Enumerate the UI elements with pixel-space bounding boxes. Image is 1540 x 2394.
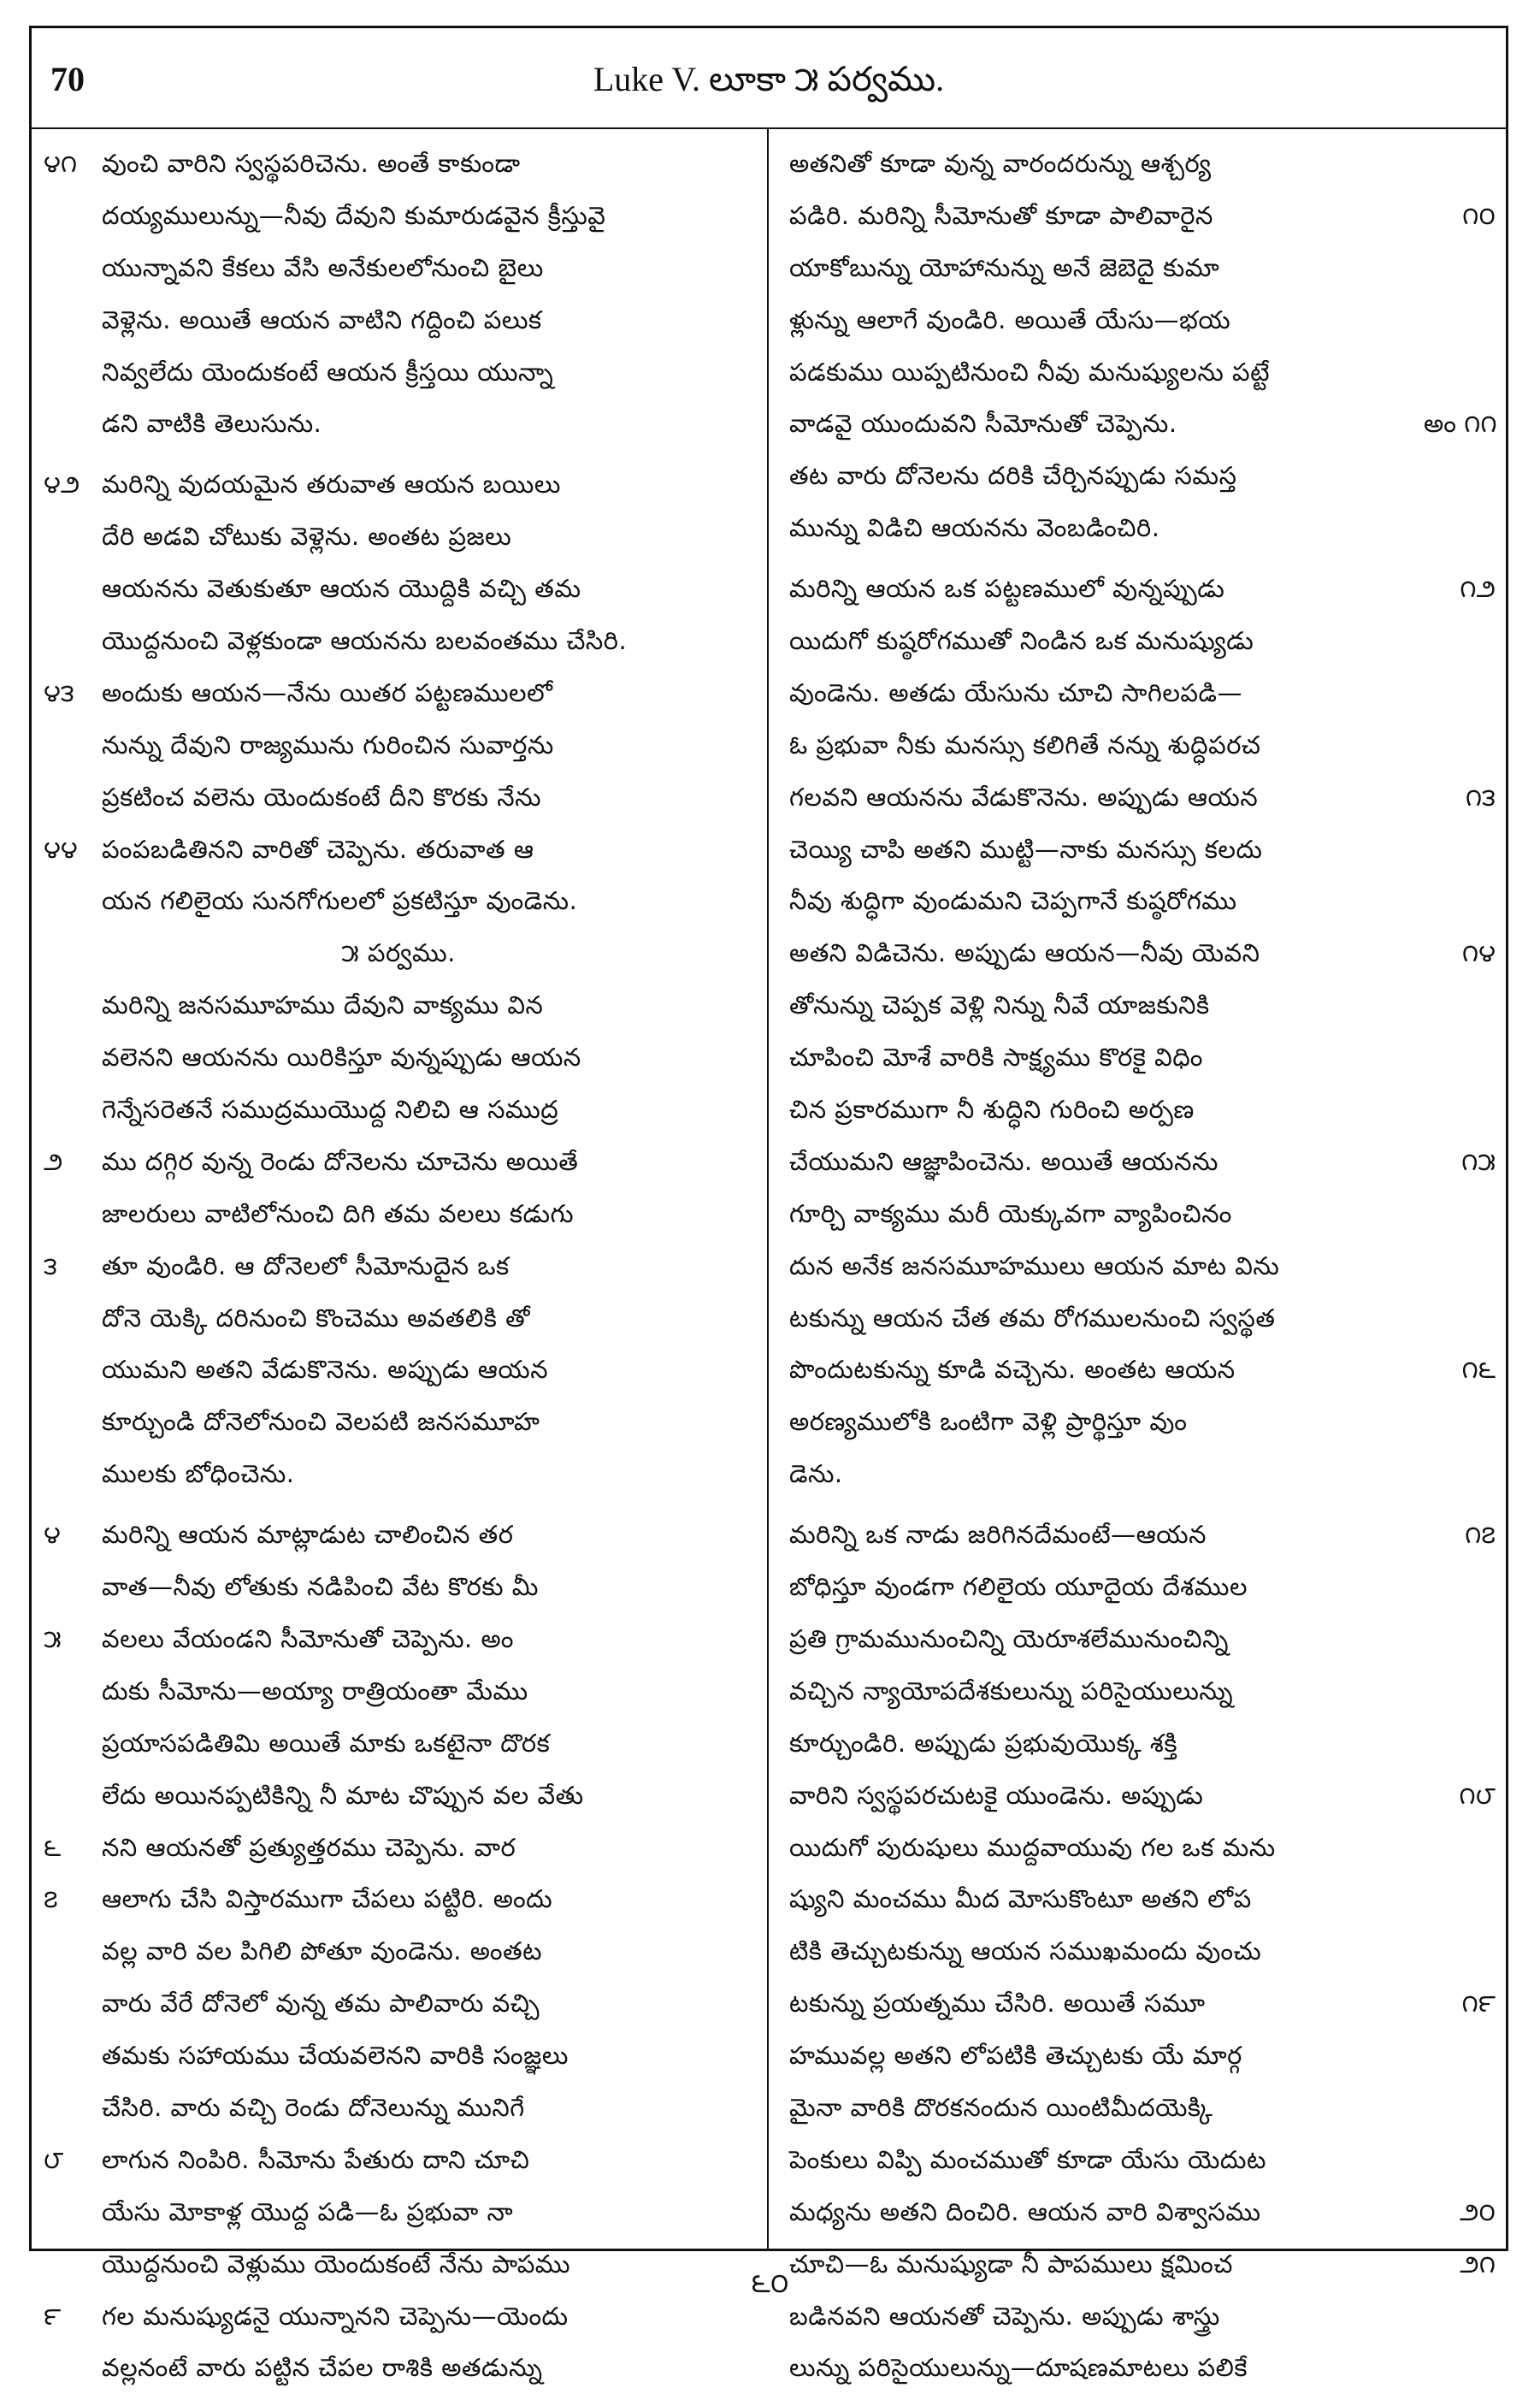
text-line [38, 1822, 758, 1874]
text-line [779, 2030, 1499, 2082]
line-text: వలలు వేయండని సీమోనుతో చెప్పెను. అం [102, 1623, 514, 1653]
line-text: పంపబడితినని వారితో చెప్పెను. తరువాత ఆ [102, 834, 534, 864]
text-line [38, 1188, 758, 1240]
line-text: మైనా వారికి దొరకనందున యింటిమీదయెక్కి [789, 2092, 1213, 2122]
line-text: యొద్దనుంచి వెళ్లకుండా ఆయనను బలవంతము చేసిరి. [102, 626, 628, 656]
text-line [779, 719, 1499, 771]
text-line [779, 1977, 1499, 2030]
page-number: 70 [50, 60, 85, 98]
line-text: డని వాటికి తెలుసును. [102, 409, 322, 439]
text-line [38, 1770, 758, 1822]
text-line [779, 771, 1499, 824]
line-text: ములకు బోధించెను. [102, 1459, 295, 1489]
line-text: ప్రకటించ వలెను యెందుకంటే దీని కొరకు నేను [102, 782, 541, 812]
text-line [779, 138, 1499, 190]
text-line [38, 2082, 758, 2134]
line-text: మరిన్ని ఆయన ఒక పట్టణములో వున్నప్పుడు [789, 574, 1225, 604]
line-text: యాకోబున్ను యోహానున్ను అనే జెబెదై కుమా [789, 252, 1220, 282]
text-line [779, 1292, 1499, 1345]
line-text: తూ వుండిరి. ఆ దోనెలలో సీమోనుదైన ఒక [102, 1250, 510, 1280]
line-text: అందుకు ఆయన—నేను యితర పట్టణములలో [102, 677, 553, 707]
verse-number: ౮ [44, 2144, 64, 2174]
line-text: డెను. [789, 1459, 843, 1489]
line-text: దుకు సీమోను—అయ్యా రాత్రియంతా మేము [102, 1676, 528, 1705]
line-text: ము దగ్గిర వున్న రెండు దోనెలను చూచెను అయితే [102, 1146, 579, 1176]
verse-number: ౧౬ [1461, 1355, 1496, 1385]
line-text: చూపించి మోశే వారికి సాక్ష్యము కొరకై విధిం [789, 1043, 1203, 1073]
line-text: పడకుము యిప్పటినుంచి నీవు మనుష్యులను పట్టే [789, 357, 1270, 387]
line-text: టకున్ను ఆయన చేత తమ రోగములనుంచి స్వస్థత [789, 1303, 1276, 1333]
line-text: దోనె యెక్కి దరినుంచి కొంచెము అవతలికి తో [102, 1303, 530, 1333]
line-text: యిదుగో పురుషులు ముద్దవాయువు గల ఒక మను [789, 1832, 1276, 1862]
line-text: గల మనుష్యుడనై యున్నానని చెప్పెను—యెందు [102, 2301, 569, 2331]
text-line [38, 294, 758, 346]
running-title: Luke V. లూకా ౫ పర్వము. [593, 60, 945, 98]
text-line [38, 875, 758, 927]
line-text: యుమని అతని వేడుకొనెను. అప్పుడు ఆయన [102, 1355, 549, 1385]
text-line [38, 398, 758, 450]
text-line [38, 563, 758, 615]
line-text: ప్రతి గ్రామమునుంచిన్ని యెరూశలేమునుంచిన్ని [789, 1623, 1229, 1653]
left-column [38, 138, 758, 2383]
line-text: నున్ను దేవుని రాజ్యమును గురించిన సువార్తను [102, 730, 554, 760]
line-text: గలవని ఆయనను వేడుకొనెను. అప్పుడు ఆయన [789, 782, 1259, 812]
text-line [779, 294, 1499, 346]
line-text: తమకు సహాయము చేయవలెనని వారికి సంజ్ఞలు [102, 2041, 569, 2071]
line-text: మరిన్ని ఒక నాడు జరిగినదేమంటే—ఆయన [789, 1520, 1207, 1550]
line-text: దేరి అడవి చోటుకు వెళ్లెను. అంతట ప్రజలు [102, 522, 512, 552]
verse-number: ౧౪ [1461, 938, 1496, 968]
text-line [779, 1770, 1499, 1822]
text-line [38, 1665, 758, 1717]
line-text: వుంచి వారిని స్వస్థపరిచెను. అంతే కాకుండా [102, 149, 521, 178]
column-divider [767, 129, 769, 2250]
line-text: టికి తెచ్చుటకున్ను ఆయన సముఖమందు వుంచు [789, 1936, 1262, 1966]
verse-number: ౧౭ [1465, 1520, 1496, 1550]
text-line [779, 979, 1499, 1031]
line-text: వారు వేరే దోనెలో వున్న తమ పాలివారు వచ్చి [102, 1989, 540, 2019]
text-line [779, 563, 1499, 615]
line-text: చెయ్యి చాపి అతని ముట్టి—నాకు మనస్సు కలదు [789, 834, 1263, 864]
line-text: యొద్దనుంచి వెళ్లుము యెందుకంటే నేను పాపము [102, 2249, 571, 2279]
line-text: వాడవై యుందువని సీమోనుతో చెప్పెను. [789, 409, 1177, 439]
page-header [32, 28, 1506, 129]
line-text: యున్నావని కేకలు వేసి అనేకులలోనుంచి బైలు [102, 252, 544, 282]
line-text: అరణ్యములోకి ఒంటిగా వెళ్లి ప్రార్థిస్తూ వుం [789, 1407, 1188, 1437]
line-text: వల్ల వారి వల పిగిలి పోతూ వుండెను. అంతట [102, 1936, 543, 1966]
line-text: వెళ్లెను. అయితే ఆయన వాటిని గద్దించి పలుక [102, 304, 542, 334]
text-line [38, 2186, 758, 2238]
line-text: చిన ప్రకారముగా నీ శుద్ధిని గురించి అర్పణ [789, 1095, 1195, 1125]
line-text: ఆయనను వెతుకుతూ ఆయన యొద్దికి వచ్చి తమ [102, 574, 581, 604]
text-line [38, 1136, 758, 1188]
text-line [38, 1613, 758, 1665]
text-line [38, 458, 758, 511]
verse-number: ౪ [44, 1520, 61, 1550]
text-line [779, 1925, 1499, 1977]
line-text: వలెనని ఆయనను యిరికిస్తూ వున్నప్పుడు ఆయన [102, 1043, 581, 1073]
line-text: పడిరి. మరిన్ని సీమోనుతో కూడా పాలివారైన [789, 200, 1213, 230]
text-line [38, 1873, 758, 1925]
text-line [779, 1873, 1499, 1925]
line-text: లేదు అయినప్పటికిన్ని నీ మాట చొప్పున వల వేతు [102, 1780, 584, 1810]
text-line [38, 2342, 758, 2394]
text-line [779, 2082, 1499, 2134]
line-text: యిదుగో కుష్ఠరోగముతో నిండిన ఒక మనుష్యుడు [789, 626, 1254, 656]
line-text: బడినవని ఆయనతో చెప్పెను. అప్పుడు శాస్త్రు [789, 2301, 1220, 2331]
text-line [38, 346, 758, 399]
line-text: గూర్చి వాక్యము మరీ యెక్కువగా వ్యాపించినం [789, 1198, 1232, 1228]
text-line [38, 2030, 758, 2082]
line-text: కూర్చుండిరి. అప్పుడు ప్రభువుయొక్క శక్తి [789, 1728, 1178, 1758]
text-line [38, 719, 758, 771]
right-column [779, 138, 1499, 2383]
text-line [779, 1136, 1499, 1188]
line-text: వల్లనంటే వారు పట్టిన చేపల రాశికి అతడున్ను [102, 2353, 543, 2383]
line-text: వారిని స్వస్థపరచుటకై యుండెను. అప్పుడు [789, 1780, 1204, 1810]
line-text: టకున్ను ప్రయత్నము చేసిరి. అయితే సమూ [789, 1989, 1206, 2019]
verse-number: ౨౦ [1460, 2196, 1496, 2226]
verse-number: ౨ [44, 1146, 63, 1176]
line-text: చూచి—ఓ మనుష్యుడా నీ పాపములు క్షమించ [789, 2249, 1233, 2279]
text-line [38, 1561, 758, 1613]
line-text: నీవు శుద్ధిగా వుండుమని చెప్పగానే కుష్ఠరోగము [789, 886, 1237, 916]
text-line [38, 2134, 758, 2186]
text-line [779, 1822, 1499, 1874]
text-line [779, 1665, 1499, 1717]
verse-number: ౧౩ [1465, 782, 1496, 812]
line-text: మరిన్ని ఆయన మాట్లాడుట చాలించిన తర [102, 1520, 514, 1550]
verse-number: ౯ [44, 2301, 62, 2331]
line-text: అతని విడిచెను. అప్పుడు ఆయన—నీవు యెవని [789, 938, 1260, 968]
text-line [38, 1717, 758, 1770]
text-line [38, 1240, 758, 1292]
line-text: మున్ను విడిచి ఆయనను వెంబడించిరి. [789, 513, 1160, 543]
text-line [779, 1448, 1499, 1500]
text-line [779, 824, 1499, 876]
text-line [38, 511, 758, 563]
line-text: వుండెను. అతడు యేసును చూచి సాగిలపడి— [789, 677, 1242, 707]
text-line [38, 1448, 758, 1500]
verse-number: ౧౨ [1460, 574, 1496, 604]
line-text: బోధిస్తూ వుండగా గలిలైయ యూదైయ దేశముల [789, 1572, 1248, 1602]
line-text: యేసు మోకాళ్ల యొద్ద పడి—ఓ ప్రభువా నా [102, 2196, 514, 2226]
verse-number: ౪౪ [44, 834, 78, 864]
line-text: లాగున నింపిరి. సీమోను పేతురు దాని చూచి [102, 2144, 530, 2174]
line-text: దున అనేక జనసమూహములు ఆయన మాట విను [789, 1250, 1280, 1280]
line-text: పెంకులు విప్పి మంచముతో కూడా యేసు యెదుట [789, 2144, 1266, 2174]
signature-mark: ౬౦ [751, 2267, 789, 2299]
verse-number: ౧౯ [1461, 1989, 1496, 2019]
verse-number: ౫ [44, 1623, 62, 1653]
text-line [38, 1925, 758, 1977]
text-line [779, 502, 1499, 554]
text-line [779, 875, 1499, 927]
line-text: ప్రయాసపడితిమి అయితే మాకు ఒకటైనా దొరక [102, 1728, 551, 1758]
text-line [38, 1031, 758, 1084]
line-text: వచ్చిన న్యాయోపదేశకులున్ను పరిసైయులున్ను [789, 1676, 1234, 1705]
text-line [779, 1717, 1499, 1770]
line-text: నివ్వలేదు యెందుకంటే ఆయన క్రీస్తయి యున్నా [102, 357, 554, 387]
text-line [779, 2342, 1499, 2394]
text-line [779, 1084, 1499, 1136]
verse-number: ౪౨ [44, 470, 80, 499]
text-line [779, 398, 1499, 450]
line-text: చేసిరి. వారు వచ్చి రెండు దోనెలున్ను మునిగే [102, 2092, 525, 2122]
line-text: దయ్యములున్ను—నీవు దేవుని కుమారుడవైన క్రీస్తువై [102, 200, 606, 230]
text-line [779, 1396, 1499, 1448]
verse-number: ౭ [44, 1884, 58, 1914]
verse-number: ౧౦ [1462, 200, 1496, 230]
line-text: కూర్చుండి దోనెలోనుంచి వెలపటి జనసమూహ [102, 1407, 540, 1437]
text-line [779, 667, 1499, 719]
text-line [779, 927, 1499, 979]
line-text: తోనున్ను చెప్పక వెళ్లి నిన్ను నీవే యాజకునికి [789, 990, 1210, 1020]
line-text: ష్యుని మంచము మీద మోసుకొంటూ అతని లోప [789, 1884, 1252, 1914]
verse-number: అం ౧౧ [1424, 409, 1497, 439]
text-line [779, 346, 1499, 399]
text-line [38, 190, 758, 242]
text-line [779, 2134, 1499, 2186]
text-line [779, 1240, 1499, 1292]
text-line [38, 927, 758, 979]
text-line [38, 1977, 758, 2030]
line-text: మరిన్ని వుదయమైన తరువాత ఆయన బయిలు [102, 470, 561, 499]
text-line [779, 190, 1499, 242]
line-text: తట వారు దోనెలను దరికి చేర్చినప్పుడు సమస్త [789, 461, 1237, 491]
text-line [38, 615, 758, 667]
text-line [38, 1084, 758, 1136]
text-line [779, 242, 1499, 294]
verse-number: ౧౫ [1461, 1146, 1496, 1176]
line-text: లున్ను పరిసైయులున్ను—దూషణమాటలు పలికే [789, 2353, 1248, 2383]
verse-number: ౪౩ [44, 677, 74, 707]
verse-number: ౧౮ [1459, 1780, 1496, 1810]
text-line [779, 1031, 1499, 1084]
text-line [38, 1509, 758, 1561]
text-line [38, 1396, 758, 1448]
line-text: గెన్నేసరెతనే సముద్రముయొద్ద నిలిచి ఆ సముద్ర [102, 1095, 559, 1125]
text-line [779, 1613, 1499, 1665]
line-text: యన గలిలైయ సునగోగులలో ప్రకటిస్తూ వుండెను. [102, 886, 578, 916]
line-text: చేయుమని ఆజ్ఞాపించెను. అయితే ఆయనను [789, 1146, 1218, 1176]
text-line [38, 667, 758, 719]
line-text: అతనితో కూడా వున్న వారందరున్ను ఆశ్చర్య [789, 149, 1212, 178]
text-line [38, 824, 758, 876]
line-text: జాలరులు వాటిలోనుంచి దిగి తమ వలలు కడుగు [102, 1198, 574, 1228]
text-line [38, 771, 758, 824]
line-text: మరిన్ని జనసమూహము దేవుని వాక్యము విన [102, 990, 544, 1020]
line-text: నని ఆయనతో ప్రత్యుత్తరము చెప్పెను. వార [102, 1832, 516, 1862]
text-line [38, 1292, 758, 1345]
chapter-heading: ౫ పర్వము. [341, 938, 456, 968]
line-text: పొందుటకున్ను కూడి వచ్చెను. అంతట ఆయన [789, 1355, 1236, 1385]
verse-number: ౨౧ [1460, 2249, 1496, 2279]
text-line [779, 1344, 1499, 1396]
text-line [779, 615, 1499, 667]
text-line [779, 1561, 1499, 1613]
line-text: ఓ ప్రభువా నీకు మనస్సు కలిగితే నన్ను శుద్ధిపరచ [789, 730, 1261, 760]
line-text: ళ్లున్ను ఆలాగే వుండిరి. అయితే యేసు—భయ [789, 304, 1231, 334]
text-line [38, 979, 758, 1031]
line-text: వాత—నీవు లోతుకు నడిపించి వేట కొరకు మీ [102, 1572, 539, 1602]
verse-number: ౬ [44, 1832, 62, 1862]
line-text: హమువల్ల అతని లోపటికి తెచ్చుటకు యే మార్గ [789, 2041, 1242, 2071]
text-line [38, 1344, 758, 1396]
text-line [38, 138, 758, 190]
text-line [779, 2186, 1499, 2238]
verse-number: ౩ [44, 1250, 57, 1280]
text-line [779, 1509, 1499, 1561]
verse-number: ౪౧ [44, 149, 78, 178]
text-line [38, 242, 758, 294]
line-text: మధ్యను అతని దించిరి. ఆయన వారి విశ్వాసము [789, 2196, 1261, 2226]
line-text: ఆలాగు చేసి విస్తారముగా చేపలు పట్టిరి. అందు [102, 1884, 553, 1914]
text-line [779, 450, 1499, 502]
text-line [779, 1188, 1499, 1240]
